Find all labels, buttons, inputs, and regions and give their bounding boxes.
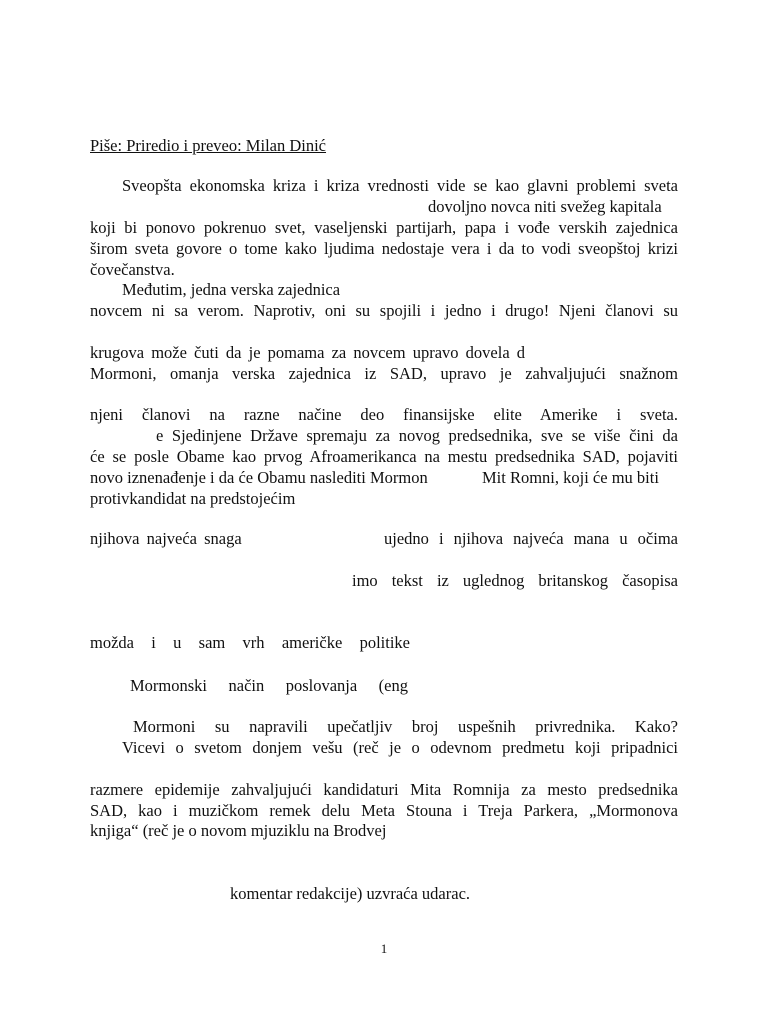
text-line-6: Međutim, jedna verska zajednica	[122, 280, 341, 299]
text-line-3: koji bi ponovo pokrenuo svet, vaseljenski partijarh, papa i vođe verskih zajednica	[90, 218, 678, 237]
text-line-15-part-1: njihova najveća snaga	[90, 529, 242, 548]
text-line-1: Sveopšta ekonomska kriza i kriza vrednosti vide se kao glavni problemi sveta	[122, 176, 678, 195]
text-line-10: njeni članovi na razne načine deo finansijske elite Amerike i sveta.	[90, 405, 678, 424]
text-line-17: možda i u sam vrh američke politike	[90, 633, 410, 652]
text-line-18: Mormonski način poslovanja (eng	[130, 676, 408, 695]
page-number: 1	[380, 941, 388, 956]
text-line-8: krugova može čuti da je pomama za novcem upravo dovela d	[90, 343, 526, 362]
text-line-14: protivkandidat na predstojećim	[90, 489, 296, 508]
text-line-22: SAD, kao i muzičkom remek delu Meta Stouna i Treja Parkera, „Mormonova	[90, 801, 678, 820]
text-line-23: knjiga“ (reč je o novom mjuziklu na Brodvej	[90, 821, 387, 840]
text-line-7: novcem ni sa verom. Naprotiv, oni su spojili i jedno i drugo! Njeni članovi su	[90, 301, 678, 320]
text-line-12: će se posle Obame kao prvog Afroamerikanca na mestu predsednika SAD, pojaviti	[90, 447, 678, 466]
text-line-11: e Sjedinjene Države spremaju za novog predsednika, sve se više čini da	[156, 426, 678, 445]
text-line-5: čovečanstva.	[90, 260, 175, 279]
text-line-2: dovoljno novca niti svežeg kapitala	[428, 197, 662, 216]
text-line-13-part-1: novo iznenađenje i da će Obamu naslediti Mormon	[90, 468, 428, 487]
text-line-19: Mormoni su napravili upečatljiv broj uspešnih privrednika. Kako?	[133, 717, 678, 736]
byline: Piše: Priredio i preveo: Milan Dinić	[90, 136, 327, 155]
text-line-16: imo tekst iz uglednog britanskog časopisa	[352, 571, 678, 590]
text-line-21: razmere epidemije zahvaljujući kandidaturi Mita Romnija za mesto predsednika	[90, 780, 678, 799]
text-line-20: Vicevi o svetom donjem vešu (reč je o odevnom predmetu koji pripadnici	[122, 738, 678, 757]
text-line-4: širom sveta govore o tome kako ljudima nedostaje vera i da to vodi sveopštoj krizi	[90, 239, 678, 258]
text-line-13-part-2: Mit Romni, koji će mu biti	[482, 468, 659, 487]
text-line-24: komentar redakcije) uzvraća udarac.	[230, 884, 471, 903]
text-line-15-part-2: ujedno i njihova najveća mana u očima	[384, 529, 678, 548]
text-line-9: Mormoni, omanja verska zajednica iz SAD, upravo je zahvaljujući snažnom	[90, 364, 678, 383]
